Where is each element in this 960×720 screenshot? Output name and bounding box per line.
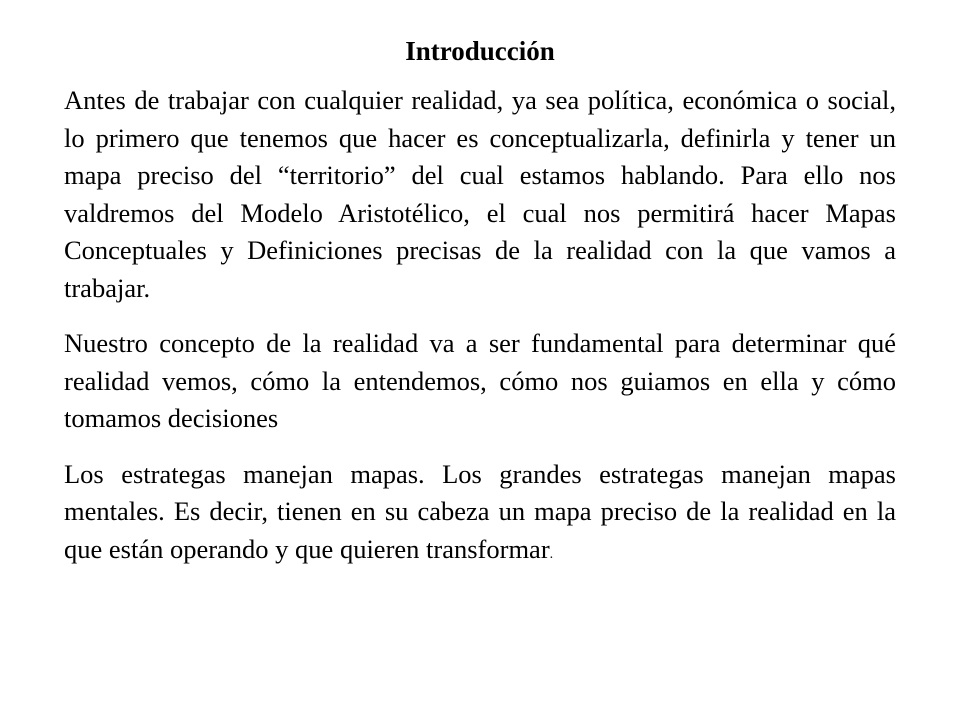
paragraph-1: Antes de trabajar con cualquier realidad, ya sea política, económica o social, lo primero que tenemos que hacer es conceptualizarla, definirla y tener un mapa preciso del “territorio” del cual estamos hablando. Para ello nos valdremos del Modelo Aristotélico, el cual nos permitirá hacer Mapas Conceptuales y Definiciones precisas de la realidad con la que vamos a trabajar.	[64, 85, 896, 303]
paragraph-2: Nuestro concepto de la realidad va a ser fundamental para determinar qué realidad vemos, cómo la entendemos, cómo nos guiamos en ella y cómo tomamos decisiones	[64, 328, 896, 433]
paragraph-3-text: Los estrategas manejan mapas. Los grandes estrategas manejan mapas mentales. Es decir, tienen en su cabeza un mapa preciso de la realidad en la que están operando y que quieren transformar	[64, 458, 896, 564]
slide-body	[64, 82, 896, 591]
paragraph-3-period: .	[549, 546, 554, 562]
paragraph-3	[64, 456, 896, 574]
slide-title: Introducción	[405, 36, 555, 66]
